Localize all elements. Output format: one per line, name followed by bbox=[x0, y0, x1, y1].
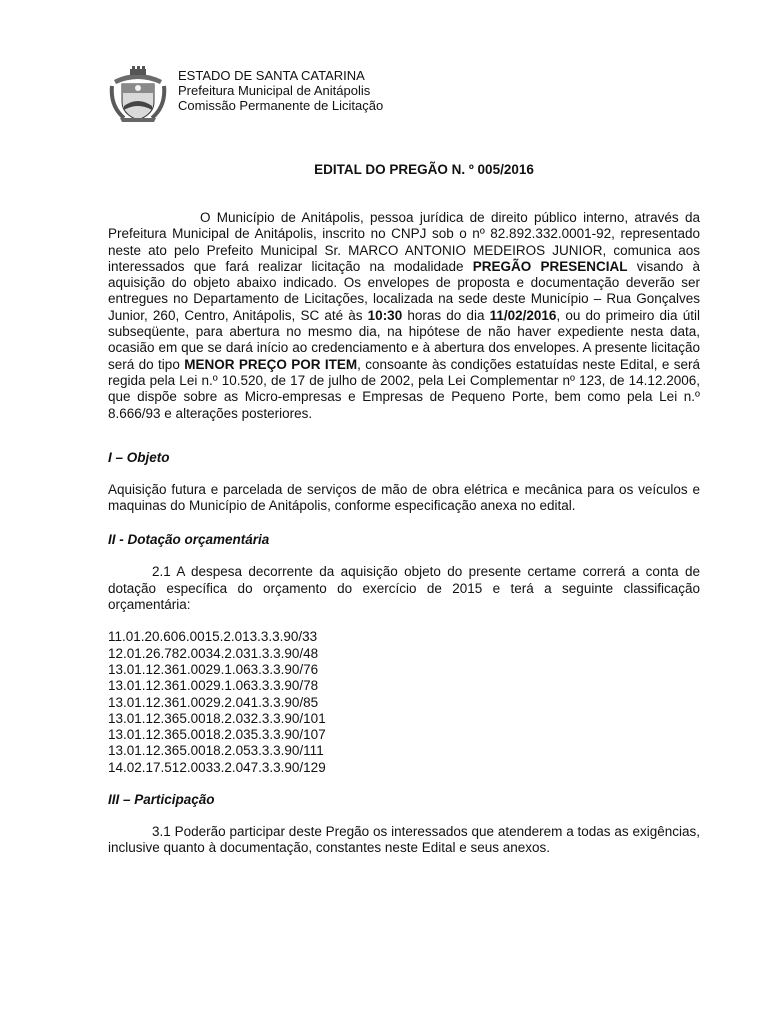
commission-name: Comissão Permanente de Licitação bbox=[178, 98, 384, 113]
budget-code: 13.01.12.361.0029.1.063.3.3.90/78 bbox=[108, 678, 319, 694]
budget-code: 13.01.12.361.0029.1.063.3.3.90/76 bbox=[108, 661, 319, 677]
budget-code: 11.01.20.606.0015.2.013.3.3.90/33 bbox=[108, 629, 318, 645]
budget-code-list bbox=[108, 629, 700, 776]
intro-text-4: , ou do primeiro dia útil subseqüente, para abertura no mesmo dia, na hipótese de não haver expediente nesta data, ocasião em que se dará início ao credenciamento e à abertura dos envelopes. A presente licitação será do tipo bbox=[108, 307, 700, 372]
document-page bbox=[108, 64, 700, 857]
budget-code: 14.02.17.512.0033.2.047.3.3.90/129 bbox=[108, 759, 326, 775]
municipal-crest-icon bbox=[108, 66, 168, 122]
letterhead bbox=[108, 64, 700, 124]
budget-code: 13.01.12.365.0018.2.032.3.3.90/101 bbox=[108, 710, 326, 726]
intro-bold-modality: PREGÃO PRESENCIAL bbox=[472, 258, 628, 274]
intro-bold-date: 11/02/2016 bbox=[489, 307, 557, 323]
section-heading-objeto: I – Objeto bbox=[108, 449, 170, 465]
intro-text-3: horas do dia bbox=[402, 307, 490, 323]
budget-code: 13.01.12.365.0018.2.035.3.3.90/107 bbox=[108, 727, 326, 743]
section-heading-participacao: III – Participação bbox=[108, 792, 215, 808]
section-text-participacao: 3.1 Poderão participar deste Pregão os interessados que atenderem a todas as exigências, inclusive quanto à documentação, constantes neste Edital e seus anexos. bbox=[108, 824, 700, 856]
intro-paragraph bbox=[108, 210, 700, 422]
prefecture-name: Prefeitura Municipal de Anitápolis bbox=[178, 83, 371, 98]
intro-bold-time: 10:30 bbox=[367, 307, 403, 323]
budget-code: 13.01.12.365.0018.2.053.3.3.90/111 bbox=[108, 743, 324, 759]
section-text-objeto: Aquisição futura e parcelada de serviços de mão de obra elétrica e mecânica para os veículos e maquinas do Município de Anitápolis, conforme especificação anexa no edital. bbox=[108, 481, 700, 514]
intro-bold-type: MENOR PREÇO POR ITEM bbox=[184, 356, 358, 372]
intro-text-2: visando à aquisição do objeto abaixo indicado. Os envelopes de proposta e documentação deverão ser entregues no Departamento de Licitações, localizada na sede deste Município – Rua Gonçalves Junior, 260, Centro, Anitápolis, SC até às bbox=[108, 258, 700, 323]
intro-text-5: , consoante às condições estatuídas neste Edital, e será regida pela Lei n.º 10.520, de 17 de julho de 2002, pela Lei Complementar nº 123, de 14.12.2006, que dispõe sobre as Micro-empresas e Empresas de Pequeno Porte, bem como pela Lei n.º 8.666/93 e alterações posteriores. bbox=[108, 356, 700, 421]
letterhead-text bbox=[178, 68, 383, 113]
state-name: ESTADO DE SANTA CATARINA bbox=[178, 68, 365, 83]
document-title: EDITAL DO PREGÃO N. º 005/2016 bbox=[314, 162, 534, 177]
intro-text-1: O Município de Anitápolis, pessoa jurídica de direito público interno, através da Prefeitura Municipal de Anitápolis, inscrito no CNPJ sob o nº 82.892.332.0001-92, representado neste ato pelo Prefeito Municipal Sr. MARCO ANTONIO MEDEIROS JUNIOR, comunica aos interessados que fará realizar licitação na modalidade bbox=[108, 210, 700, 274]
budget-code: 12.01.26.782.0034.2.031.3.3.90/48 bbox=[108, 645, 319, 661]
budget-code: 13.01.12.361.0029.2.041.3.3.90/85 bbox=[108, 694, 319, 710]
section-text-dotacao: 2.1 A despesa decorrente da aquisição objeto do presente certame correrá a conta de dotação específica do orçamento do exercício de 2015 e terá a seguinte classificação orçamentária: bbox=[108, 564, 700, 613]
section-heading-dotacao: II - Dotação orçamentária bbox=[108, 532, 270, 548]
